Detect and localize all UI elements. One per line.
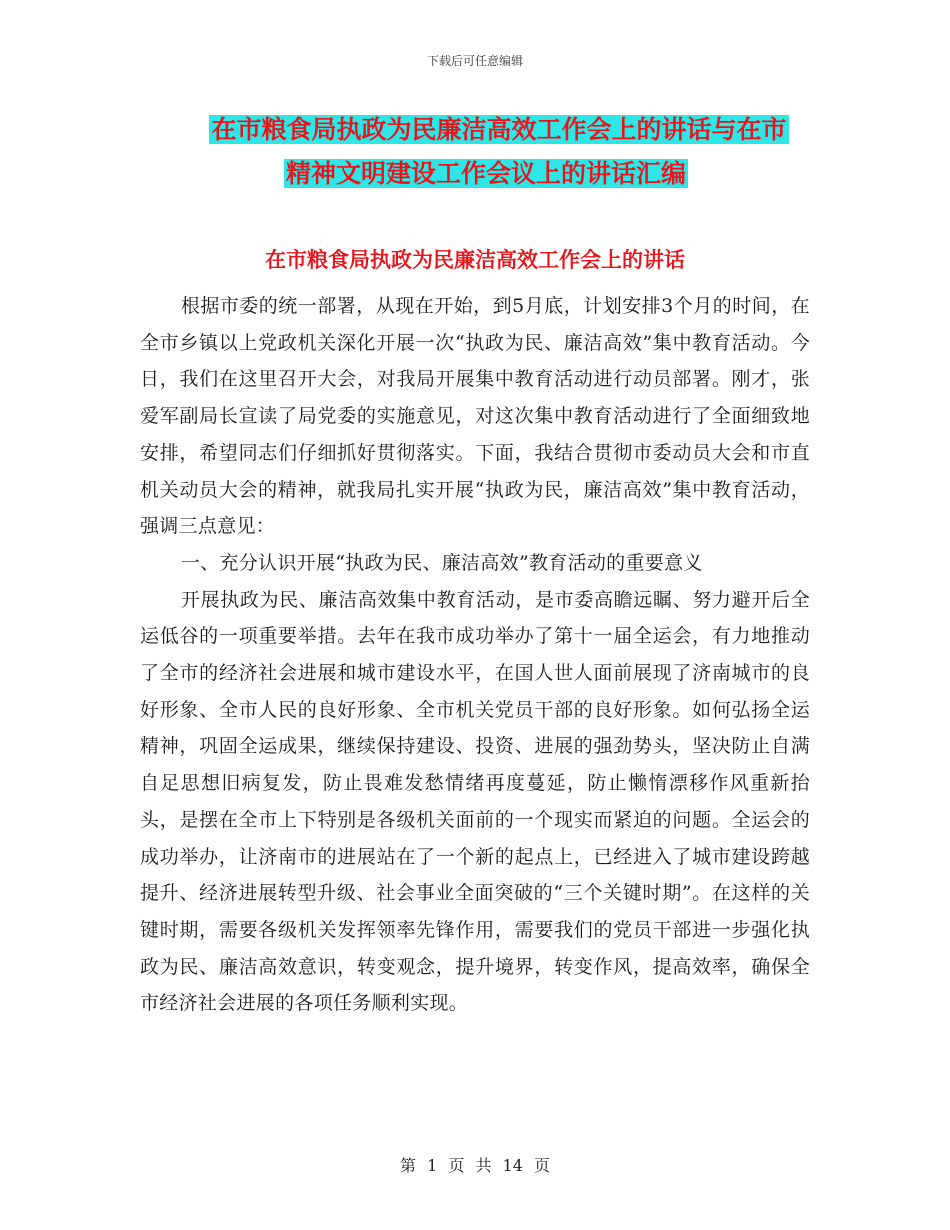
document-title-line-1: [0, 112, 950, 148]
header-note: 下载后可任意编辑: [426, 54, 523, 68]
document-body: [140, 288, 810, 1022]
document-title-text-2: 精神文明建设工作会议上的讲话汇编: [285, 159, 686, 188]
paragraph-intro: 根据市委的统一部署，从现在开始，到5月底，计划安排3个月的时间，在全市乡镇以上党政机关深化开展一次“执政为民、廉洁高效”集中教育活动。今日，我们在这里召开大会，对我局开展集中教育活动进行动员部署。刚才，张爱军副局长宣读了局党委的实施意见，对这次集中教育活动进行了全面细致地安排，希望同志们仔细抓好贯彻落实。下面，我结合贯彻市委动员大会和市直机关动员大会的精神，就我局扎实开展“执政为民，廉洁高效”集中教育活动，强调三点意见：: [140, 295, 810, 538]
paragraph-heading-1: 一、充分认识开展“执政为民、廉洁高效”教育活动的重要意义: [180, 551, 703, 574]
document-title-line-2: [0, 156, 950, 192]
page-number-footer: 第 1 页 共 14 页: [400, 1156, 550, 1175]
paragraph-significance: 开展执政为民、廉洁高效集中教育活动，是市委高瞻远瞩、努力避开后全运低谷的一项重要举措。去年在我市成功举办了第十一届全运会，有力地推动了全市的经济社会进展和城市建设水平，在国人世人面前展现了济南城市的良好形象、全市人民的良好形象、全市机关党员干部的良好形象。如何弘扬全运精神，巩固全运成果，继续保持建设、投资、进展的强劲势头，坚决防止自满自足思想旧病复发，防止畏难发愁情绪再度蔓延，防止懒惰漂移作风重新抬头，是摆在全市上下特别是各级机关面前的一个现实而紧迫的问题。全运会的成功举办，让济南市的进展站在了一个新的起点上，已经进入了城市建设跨越提升、经济进展转型升级、社会事业全面突破的“三个关键时期”。在这样的关键时期，需要各级机关发挥领率先锋作用，需要我们的党员干部进一步强化执政为民、廉洁高效意识，转变观念，提升境界，转变作风，提高效率，确保全市经济社会进展的各项任务顺利实现。: [140, 588, 810, 1015]
document-title-text-1: 在市粮食局执政为民廉洁高效工作会上的讲话与在市: [211, 115, 787, 144]
section-title: 在市粮食局执政为民廉洁高效工作会上的讲话: [265, 248, 685, 272]
